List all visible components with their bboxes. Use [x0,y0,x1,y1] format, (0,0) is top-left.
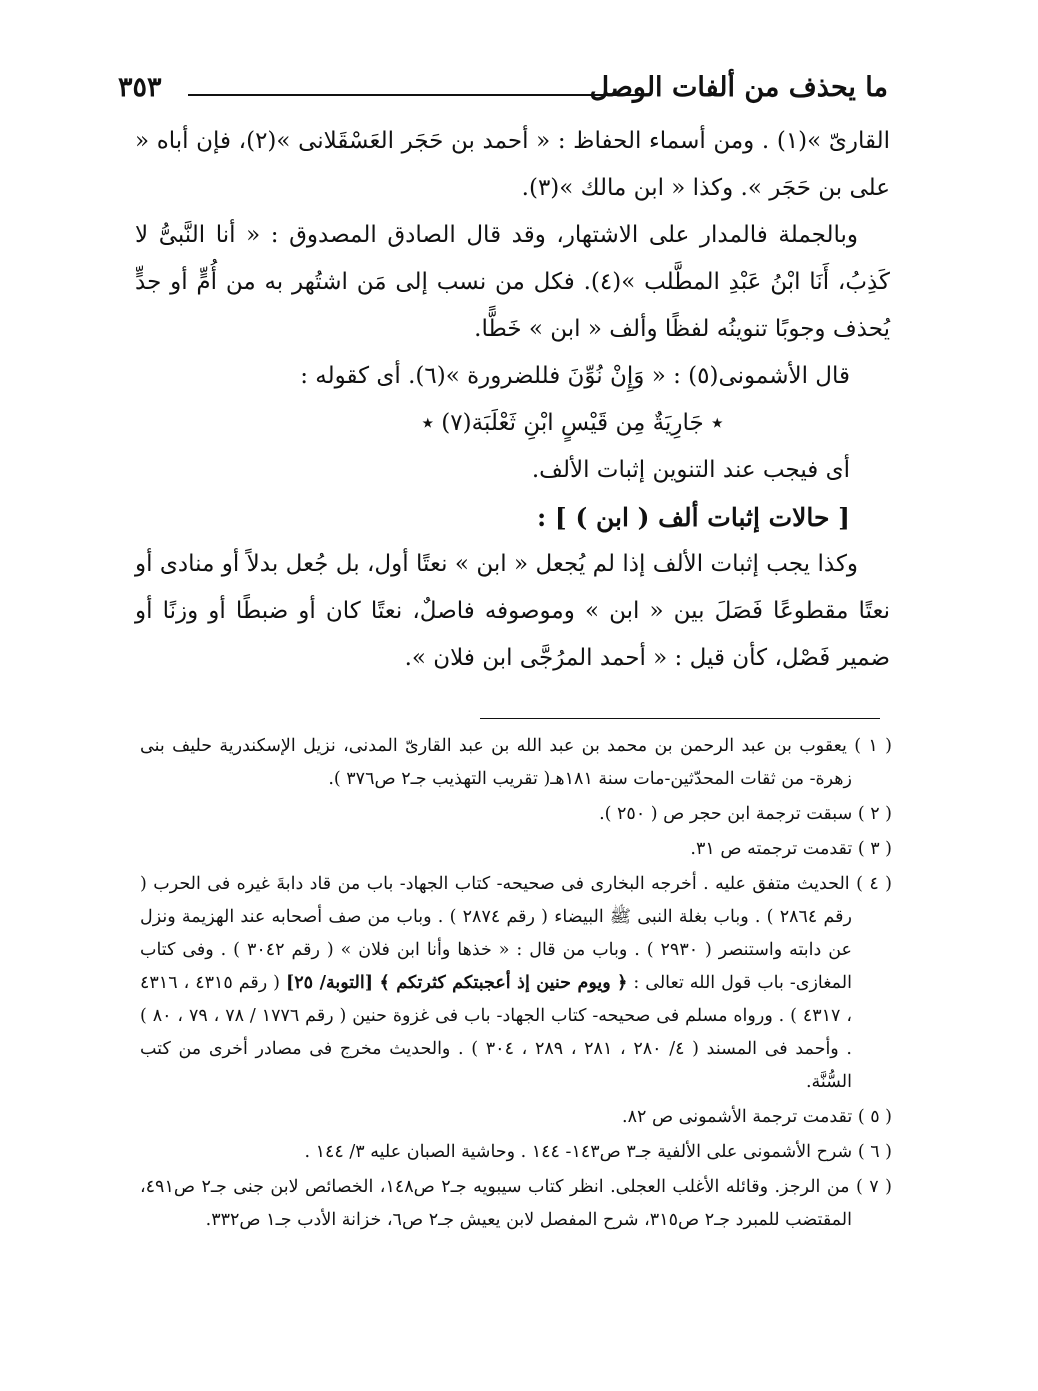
footnote-text: تقدمت ترجمة الأشمونى ص ٨٢. [622,1107,853,1127]
footnote [140,868,892,1099]
footnote-marker: ( ١ ) [854,736,892,756]
footnote-text: شرح الأشمونى على الألفية جـ٣ ص١٤٣- ١٤٤ . وحاشية الصبان عليه ٣/ ١٤٤ . [304,1142,853,1162]
footnote [140,798,892,831]
page-number: ٣٥٣ [118,72,162,103]
footnote-marker: ( ٥ ) [857,1107,892,1127]
running-header [118,72,888,112]
footnote [140,730,892,796]
footnotes [140,730,892,1237]
paragraph: وكذا يجب إثبات الألف إذا لم يُجعل « ابن » نعتًا أول، بل جُعل بدلاً أو منادى أو نعتًا مقطوعًا فَصَلَ بين « ابن » وموصوفه فاصلٌ، نعتًا كان أو ضبطًا أو وزنًا أو ضمير فَصْل، كأن قيل : « أحمد المرُجَّى ابن فلان ». [135,551,890,671]
footnote-text-continued: ( رقم ٤٣١٥ ، ٤٣١٦ ، ٤٣١٧ ) . ورواه مسلم فى صحيحه- كتاب الجهاد- باب فى غزوة حنين ( رقم ١٧٧٦ / ٧٨ ، ٧٩ ، ٨٠ ) . وأحمد فى المسند ( ٤/ ٢٨٠ ، ٢٨١ ، ٢٨٩ ، ٣٠٤ ) . والحديث مخرج فى مصادر أخرى من كتب السُّنَّة. [140,973,852,1092]
footnote-marker: ( ٤ ) [856,874,892,894]
paragraph: القارىّ »(١) . ومن أسماء الحفاظ : « أحمد بن حَجَر العَسْقَلانى »(٢)، فإن أباه « على بن حَجَر ». وكذا « ابن مالك »(٣). [135,128,890,201]
footnote-marker: ( ٣ ) [857,839,892,859]
footnote-text: يعقوب بن عبد الرحمن بن محمد بن عبد الله بن عبد القارىّ المدنى، نزيل الإسكندرية حليف بنى زهرة- من ثقات المحدّثين-مات سنة ١٨١هـ( تقريب التهذيب جـ٢ ص٣٧٦ ). [140,736,852,789]
main-text [135,118,890,682]
paragraph: قال الأشمونى(٥) : « وَإِنْ نُوِّنَ فللضرورة »(٦). أى كقوله : [300,363,850,389]
footnote [140,1101,892,1134]
footnote-separator [480,718,880,719]
footnote-marker: ( ٢ ) [857,804,892,824]
header-rule [188,94,638,96]
footnote-text: سبقت ترجمة ابن حجر ص ( ٢٥٠ ). [599,804,853,824]
footnote-marker: ( ٦ ) [857,1142,892,1162]
footnote-text: تقدمت ترجمته ص ٣١. [690,839,853,859]
footnote-text: من الرجز. وقائله الأغلب العجلى. انظر كتاب سيبويه جـ٢ ص١٤٨، الخصائص لابن جنى جـ٢ ص٤٩١، المقتضب للمبرد جـ٢ ص٣١٥، شرح المفصل لابن يعيش جـ٢ ص٦، خزانة الأدب جـ١ ص٣٣٢. [140,1177,852,1230]
footnote-text: الحديث متفق عليه . أخرجه البخارى فى صحيحه- كتاب الجهاد- باب من قاد دابةَ غيره فى الحرب ( رقم ٢٨٦٤ ) . وباب بغلة النبى ﷺ البيضاء ( رقم ٢٨٧٤ ) . وباب من صف أصحابه عند الهزيمة ونزل عن دابته واستنصر ( ٢٩٣٠ ) . وباب من قال : « خذها وأنا ابن فلان » ( رقم ٣٠٤٢ ) . وفى كتاب المغازى- باب قول الله تعالى : [140,874,852,993]
chapter-title: ما يحذف من ألفات الوصل [589,72,888,103]
poetry-verse: ٭ جَارِيَةٌ مِن قَيْسٍ ابْنِ ثَعْلَبَة(٧) ٭ [421,410,724,436]
footnote-marker: ( ٧ ) [856,1177,892,1197]
section-heading: [ حالات إثبات ألف ( ابن ) ] : [536,503,850,532]
paragraph: أى فيجب عند التنوين إثبات الألف. [531,457,850,483]
quran-quote: ﴿ ويوم حنين إذ أعجبتكم كثرتكم ﴾ [التوبة/ ٢٥] [285,973,628,993]
footnote [140,833,892,866]
footnote [140,1171,892,1237]
paragraph: وبالجملة فالمدار على الاشتهار، وقد قال الصادق المصدوق : « أنا النَّبىُّ لا كَذِبُ، أَنَا ابْنُ عَبْدِ المطَّلب »(٤). فكل من نسب إلى مَن اشتُهر به من أُمٍّ أو جدٍّ يُحذف وجوبًا تنوينُه لفظًا وألف « ابن » خَطًّا. [135,222,891,342]
footnote [140,1136,892,1169]
